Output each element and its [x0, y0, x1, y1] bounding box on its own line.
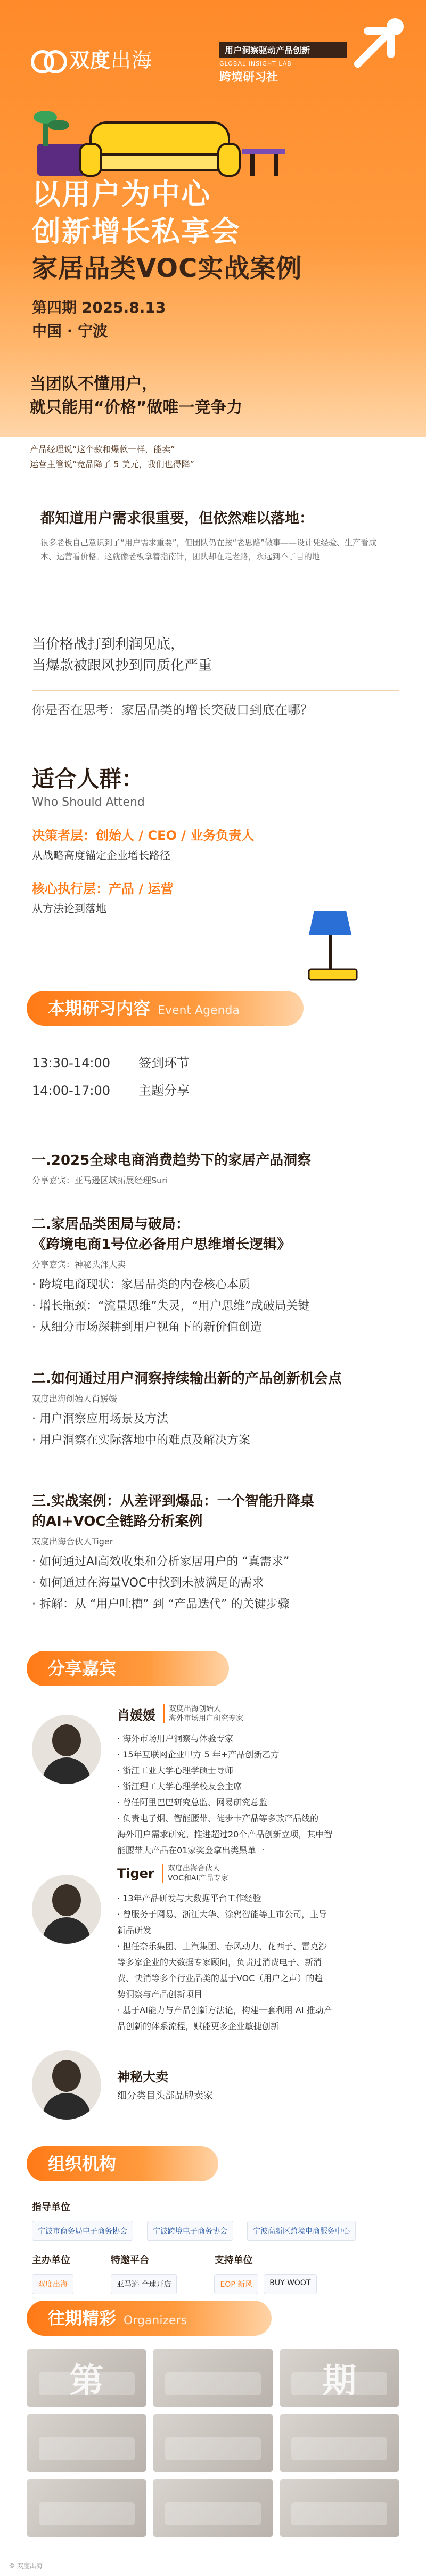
schedule-time: 13:30-14:00: [32, 1056, 110, 1070]
topic-2-title-b: 《跨境电商1号位必备用户思维增长逻辑》: [32, 1237, 291, 1253]
bio-line: 等多家企业的大数据专家顾问，负责过消费电子、新消: [117, 1957, 322, 1967]
host-logos: [32, 2274, 73, 2294]
event-meta: [32, 296, 166, 343]
avatar: [32, 1715, 101, 1784]
speakers-section-header: [27, 1651, 229, 1686]
host-label: 主办单位: [32, 2255, 70, 2266]
bio-line: · 曾服务于网易、浙江大华、涂鸦智能等上市公司，主导: [117, 1909, 327, 1919]
gallery-photo: [27, 2414, 146, 2472]
gallery-section-header: [27, 2301, 272, 2336]
topic-1: [32, 1150, 399, 1186]
topic-3: [32, 1369, 399, 1451]
topic-2-speaker: 分享嘉宾：神秘头部大卖: [32, 1260, 126, 1270]
audience-heading: 适合人群：: [32, 766, 144, 792]
guide-logos: [32, 2221, 399, 2241]
think-question: 你是否在思考：家居品类的增长突破口到底在哪？: [32, 690, 399, 718]
hero-title: [32, 176, 302, 287]
pain-2-body: 很多老板自己意识到了“用户需求重要”，但团队仍在按“老思路”做事——设计凭经验、生产看成本、运营看价格。这就像老板拿着指南针，团队却在走老路，永远到不了目的地: [40, 538, 377, 561]
bio-line: · 13年产品研发与大数据平台工作经验: [117, 1893, 261, 1903]
speaker-bio: [117, 1731, 399, 1859]
gallery-photo: [280, 2349, 399, 2407]
org-logo: BUY WOOT: [264, 2274, 316, 2294]
speaker-name: Tiger: [117, 1866, 154, 1881]
speakers-heading: 分享嘉宾: [48, 1658, 117, 1679]
audience-role: 核心执行层：产品 / 运营: [32, 881, 174, 896]
lamp-illustration-icon: [298, 905, 362, 985]
host-unit: [32, 2253, 73, 2294]
schedule-time: 14:00-17:00: [32, 1083, 110, 1098]
lab-badge: [219, 42, 347, 85]
pain-1-heading-b: 就只能用“价格”做唯一竞争力: [30, 398, 243, 417]
special-label: 特邀平台: [111, 2255, 149, 2266]
topic-3-title: 二.如何通过用户洞察持续输出新的产品创新机会点: [32, 1371, 342, 1387]
bio-line: 新品研发: [117, 1925, 152, 1935]
topic-3-speaker: 双度出海创始人肖媛媛: [32, 1394, 118, 1404]
guide-units: [32, 2199, 399, 2241]
partner-units: [32, 2253, 399, 2294]
speaker-card-3: [27, 2050, 399, 2125]
bio-line: 势洞察与产品创新项目: [117, 1989, 203, 1999]
orgs-section-header: [27, 2146, 218, 2181]
speaker-role-line: VOC和AI产品专家: [167, 1874, 228, 1883]
brand-logo-text: 双度出海: [69, 48, 153, 72]
avatar: [32, 2050, 101, 2120]
pain-1-heading-a: 当团队不懂用户，: [30, 375, 158, 394]
audience-item: [32, 825, 254, 862]
bio-line: · 浙江工业大学心理学硕士导师: [117, 1765, 234, 1776]
pain-point-1: [30, 373, 396, 420]
topic-4-title-b: 的AI+VOC全链路分析案例: [32, 1514, 203, 1530]
gallery-mark: [153, 2479, 273, 2537]
topic-2-bullet: · 从细分市场深耕到用户视角下的新价值创造: [32, 1321, 262, 1334]
gallery-english: Organizers: [124, 2314, 187, 2327]
gallery-mark: [27, 2414, 146, 2472]
gallery-mark: [280, 2414, 399, 2472]
price-war-text: [32, 634, 212, 676]
org-logo: EOP 新风: [214, 2274, 258, 2294]
brand-logo: [31, 44, 152, 73]
topic-4: [32, 1491, 399, 1615]
lab-name: 跨境研习社: [219, 71, 278, 84]
speaker-bio: [117, 1891, 399, 2034]
topic-4-speaker: 双度出海合伙人Tiger: [32, 1536, 113, 1547]
audience-desc: 从战略高度锚定企业增长路径: [32, 849, 170, 862]
topic-3-bullet: · 用户洞察在实际落地中的难点及解决方案: [32, 1434, 250, 1447]
gallery-mark: 期: [322, 2361, 357, 2401]
schedule-row: [32, 1049, 399, 1077]
schedule-label: 签到环节: [138, 1056, 190, 1070]
gallery-photo: [153, 2479, 273, 2537]
topic-4-bullet: · 如何通过在海量VOC中找到未被满足的需求: [32, 1576, 264, 1590]
lab-english: GLOBAL INSIGHT LAB: [219, 60, 292, 67]
gallery-mark: 第: [69, 2361, 104, 2401]
pain-1-body-b: 运营主管说“竞品降了 5 美元，我们也得降”: [30, 459, 194, 469]
arrow-icon: [351, 13, 410, 71]
agenda-schedule: [32, 1049, 399, 1105]
topic-3-bullet: · 用户洞察应用场景及方法: [32, 1412, 168, 1426]
topic-4-bullet: · 如何通过AI高效收集和分析家居用户的 “真需求”: [32, 1555, 290, 1568]
bio-line: · 担任奈乐集团、上汽集团、春风动力、花西子、雷克沙: [117, 1941, 327, 1951]
topic-1-title: 一.2025全球电商消费趋势下的家居产品洞察: [32, 1152, 312, 1168]
gallery-mark: [27, 2479, 146, 2537]
bio-line: 能腰带大产品在01家奖金拿出类黑单一: [117, 1845, 265, 1855]
bio-line: 海外用户需求研究。推进超过20个产品创新立项，其中智: [117, 1829, 333, 1839]
topic-1-speaker: 分享嘉宾：亚马逊区域拓展经理Suri: [32, 1175, 168, 1185]
bio-line: · 海外市场用户洞察与体验专家: [117, 1733, 234, 1744]
hero-title-line-2: 创新增长私享会: [32, 215, 241, 248]
speaker-role-line: 双度出海创始人: [169, 1705, 221, 1713]
org-logo: 宁波市商务局电子商务协会: [32, 2221, 133, 2241]
speaker-card-1: [27, 1704, 399, 1855]
speaker-role: 细分类目头部品牌卖家: [117, 2090, 213, 2101]
audience-item: [32, 878, 254, 915]
bio-line: · 曾任阿里巴巴研究总监、网易研究总监: [117, 1797, 268, 1808]
schedule-row: [32, 1077, 399, 1105]
audience-role: 决策者层：创始人 / CEO / 业务负责人: [32, 828, 255, 843]
topic-2-bullet: · 增长瓶颈：“流量思维”失灵，“用户思维”成破局关键: [32, 1299, 310, 1313]
topic-2: [32, 1214, 399, 1338]
audience-desc: 从方法论到落地: [32, 902, 106, 915]
lab-tagline: 用户洞察驱动产品创新: [219, 42, 347, 58]
gallery-mark: [280, 2479, 399, 2537]
audience-section: [32, 762, 254, 915]
pain-point-1-body: [30, 442, 396, 472]
agenda-english: Event Agenda: [158, 1004, 240, 1017]
gallery-mark: [153, 2349, 273, 2407]
bio-line: 品创新的体系流程，赋能更多企业敏捷创新: [117, 2021, 280, 2031]
sofa-illustration-icon: [32, 101, 298, 186]
speaker-header: [117, 1864, 399, 1883]
brand-logo-icon: [31, 49, 64, 68]
bio-line: · 浙江理工大学心理学校友会主席: [117, 1781, 242, 1792]
org-logo: 亚马逊 全球开店: [111, 2274, 177, 2294]
topic-4-bullet: · 拆解：从 “用户吐槽” 到 “产品迭代” 的关键步骤: [32, 1598, 290, 1611]
pain-point-2-card: [27, 495, 399, 602]
topic-4-title-a: 三.实战案例：从差评到爆品：一个智能升降桌: [32, 1493, 314, 1509]
hero-title-line-1: 以用户为中心: [32, 177, 211, 211]
gallery-photo: [153, 2414, 273, 2472]
support-unit: [214, 2253, 316, 2294]
speaker-role: [163, 1704, 243, 1723]
orgs-heading: 组织机构: [48, 2154, 117, 2174]
org-logo: 宁波跨境电子商务协会: [147, 2221, 233, 2241]
agenda-heading: 本期研习内容: [48, 998, 151, 1018]
special-logos: [111, 2274, 177, 2294]
bio-line: · 15年互联网企业甲方 5 年+产品创新乙方: [117, 1749, 280, 1760]
avatar: [32, 1875, 101, 1944]
bio-line: · 负责电子烟、智能腰带、徒步卡产品等多款产品线的: [117, 1813, 319, 1823]
speaker-info: [117, 1704, 399, 1859]
hero-banner: [0, 0, 426, 437]
speaker-name: 神秘大卖: [117, 2070, 168, 2084]
org-logo: 宁波高新区跨境电商服务中心: [247, 2221, 356, 2241]
price-war-line-1: 当价格战打到利润见底，: [32, 636, 185, 652]
bio-line: 费、快消等多个行业品类的基于VOC（用户之声）的趋: [117, 1973, 323, 1983]
support-label: 支持单位: [214, 2255, 253, 2266]
special-unit: [111, 2253, 177, 2294]
gallery-photo: [280, 2479, 399, 2537]
guide-label: 指导单位: [32, 2202, 70, 2213]
speaker-header: [117, 1704, 399, 1723]
gallery-photo: [27, 2349, 146, 2407]
gallery-heading: 往期精彩: [48, 2308, 117, 2328]
support-logos: [214, 2274, 316, 2294]
event-location: 中国 · 宁波: [32, 322, 108, 340]
speaker-info: [117, 1864, 399, 2034]
topic-2-bullet: · 跨境电商现状：家居品类的内卷核心本质: [32, 1278, 250, 1291]
pain-1-body-a: 产品经理说“这个款和爆款一样，能卖”: [30, 444, 175, 454]
topic-2-title-a: 二.家居品类困局与破局：: [32, 1216, 190, 1232]
speaker-role: [162, 1864, 228, 1883]
audience-english: Who Should Attend: [32, 796, 145, 809]
schedule-label: 主题分享: [138, 1083, 190, 1098]
speaker-name: 肖媛媛: [117, 1707, 155, 1723]
gallery-mark: [153, 2414, 273, 2472]
gallery-photo: [153, 2349, 273, 2407]
gallery-photo: [280, 2414, 399, 2472]
speaker-role-line: 海外市场用户研究专家: [169, 1714, 243, 1723]
event-date: 第四期 2025.8.13: [32, 299, 166, 316]
org-logo: 双度出海: [32, 2274, 73, 2294]
footer-watermark: © 双度出海: [0, 2556, 426, 2576]
bio-line: · 基于AI能力与产品创新方法论，构建一套利用 AI 推动产: [117, 2005, 332, 2015]
speaker-card-2: [27, 1864, 399, 2031]
gallery-grid: [27, 2349, 399, 2537]
pain-2-heading: 都知道用户需求很重要，但依然难以落地：: [40, 510, 314, 527]
speaker-role-line: 双度出海合伙人: [167, 1864, 220, 1873]
price-war-line-2: 当爆款被跟风抄到同质化严重: [32, 658, 212, 674]
agenda-section-header: [27, 991, 304, 1026]
speaker-info: [117, 2066, 399, 2104]
gallery-photo: [27, 2479, 146, 2537]
hero-title-line-3: 家居品类VOC实战案例: [32, 253, 302, 283]
